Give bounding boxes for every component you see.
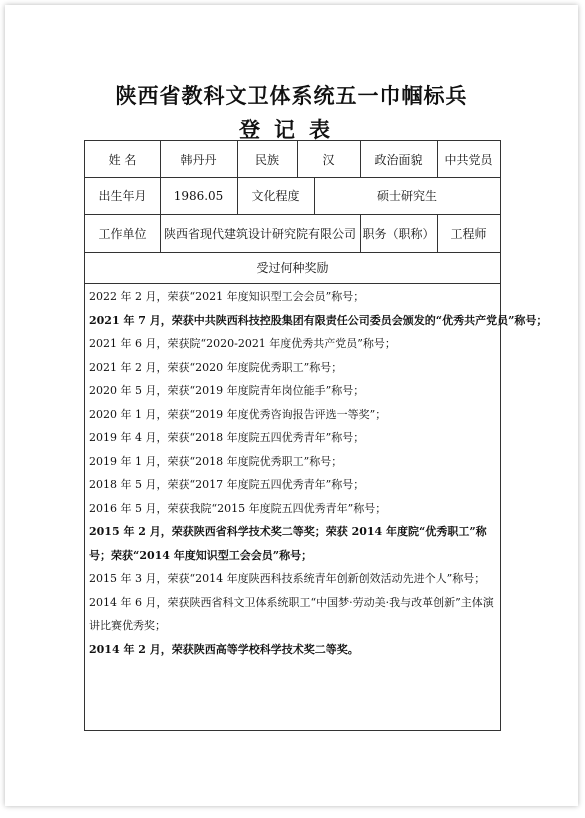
award-item: 2020 年 5 月，荣获“2019 年度院青年岗位能手”称号； <box>89 384 365 397</box>
awards-header: 受过何种奖励 <box>256 261 329 275</box>
award-item: 2014 年 2 月，荣获陕西高等学校科学技术奖二等奖。 <box>89 642 359 656</box>
awards-list <box>89 285 548 661</box>
award-item: 2021 年 7 月，荣获中共陕西科技控股集团有限责任公司委员会颁发的“优秀共产党员”称号； <box>89 313 548 327</box>
registration-form-table <box>84 140 548 731</box>
political-value: 中共党员 <box>444 152 493 167</box>
ethnicity-label: 民族 <box>254 152 279 167</box>
award-item: 2014 年 6 月，荣获陕西省科文卫体系统职工“中国梦·劳动美·我与改革创新”主体演讲比赛优秀奖； <box>89 595 494 632</box>
political-label: 政治面貌 <box>374 152 423 167</box>
award-item: 2022 年 2 月，荣获“2021 年度知识型工会会员”称号； <box>89 290 365 303</box>
document-page <box>5 5 578 806</box>
award-item: 2015 年 3 月，荣获“2014 年度陕西科技系统青年创新创效活动先进个人”称号； <box>89 572 486 585</box>
award-item: 2019 年 4 月，荣获“2018 年度院五四优秀青年”称号； <box>89 431 365 444</box>
ethnicity-value: 汉 <box>322 152 335 167</box>
birth-label: 出生年月 <box>98 189 147 203</box>
document-subtitle: 登记表 <box>239 118 344 142</box>
row-divider <box>85 283 500 284</box>
award-item: 2020 年 1 月，荣获“2019 年度优秀咨询报告评选一等奖”； <box>89 407 387 421</box>
education-label: 文化程度 <box>251 189 300 203</box>
education-value: 硕士研究生 <box>376 189 437 203</box>
award-item: 2021 年 6 月，荣获院“2020-2021 年度优秀共产党员”称号； <box>89 337 396 350</box>
name-label: 姓 名 <box>108 152 137 167</box>
name-value: 韩丹丹 <box>180 152 217 167</box>
award-item: 2021 年 2 月，荣获“2020 年度院优秀职工”称号； <box>89 360 343 374</box>
work-value: 陕西省现代建筑设计研究院有限公司 <box>163 226 356 241</box>
award-item: 2019 年 1 月，荣获“2018 年度院优秀职工”称号； <box>89 454 343 468</box>
work-label: 工作单位 <box>98 226 147 241</box>
award-item: 2015 年 2 月，荣获陕西省科学技术奖二等奖；荣获 2014 年度院“优秀职工”称号；荣获“2014 年度知识型工会会员”称号； <box>89 525 487 562</box>
award-item: 2018 年 5 月，荣获“2017 年度院五四优秀青年”称号； <box>89 478 365 491</box>
document-title: 陕西省教科文卫体系统五一巾帼标兵 <box>115 84 468 108</box>
birth-value: 1986.05 <box>173 188 224 203</box>
award-item: 2016 年 5 月，荣获我院“2015 年度院五四优秀青年”称号； <box>89 501 387 515</box>
job-title-label: 职务（职称） <box>362 226 435 241</box>
job-title-value: 工程师 <box>450 226 487 241</box>
